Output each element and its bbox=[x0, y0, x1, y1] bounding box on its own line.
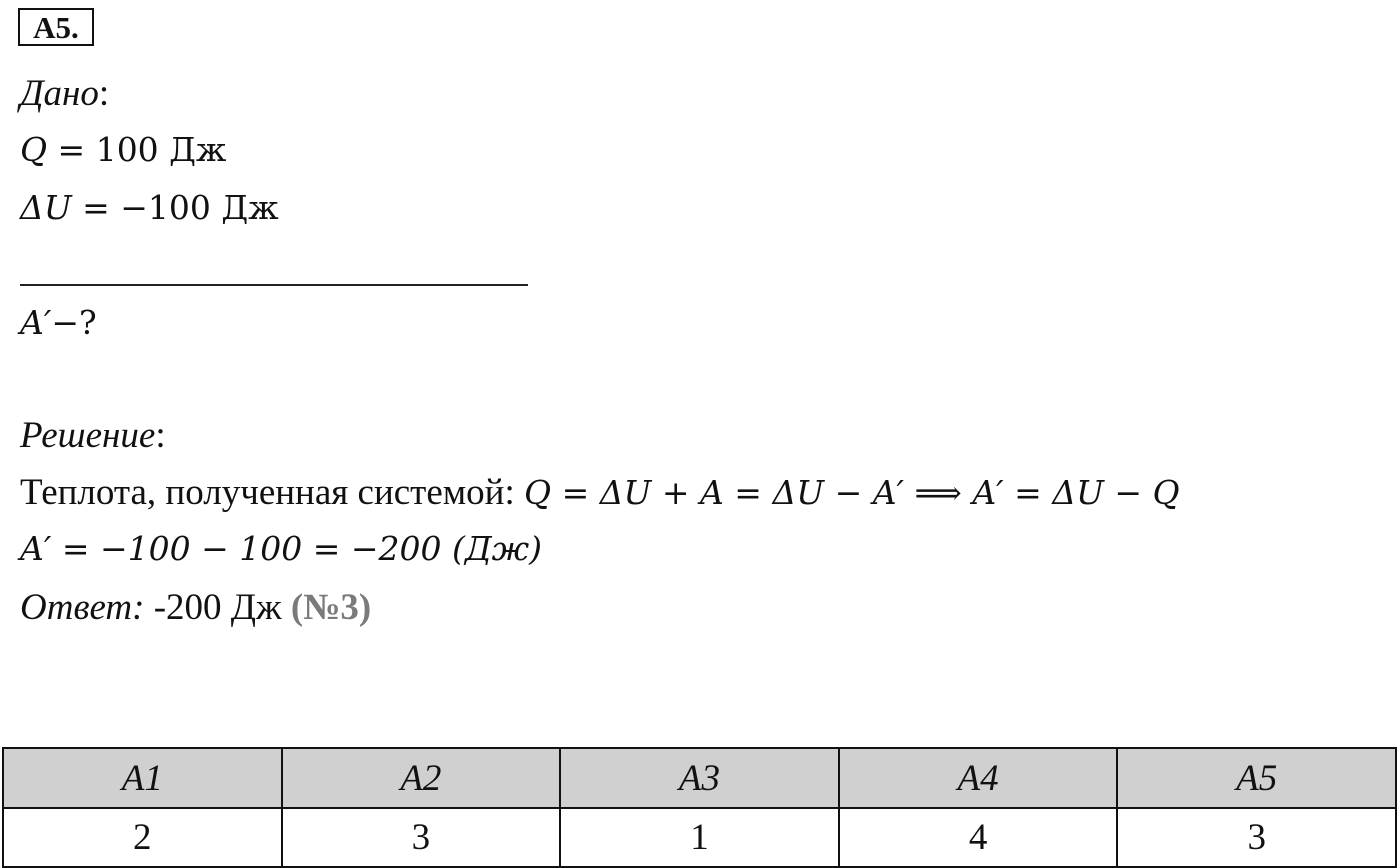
answers-value-cell: 4 bbox=[839, 808, 1118, 867]
answer-choice: (№3) bbox=[290, 587, 372, 628]
solution-colon: : bbox=[155, 415, 166, 456]
answers-value-cell: 1 bbox=[560, 808, 839, 867]
find-question: −? bbox=[51, 303, 97, 342]
given-du-line bbox=[20, 188, 279, 227]
answers-header-cell: A5 bbox=[1117, 748, 1396, 808]
problem-number-label: A5. bbox=[18, 8, 94, 46]
answers-value-row bbox=[3, 808, 1396, 867]
given-colon: : bbox=[98, 73, 110, 114]
given-du-value: = −100 Дж bbox=[71, 188, 279, 227]
given-heading-line bbox=[20, 75, 109, 112]
find-variable: A′ bbox=[20, 303, 52, 342]
given-q-line bbox=[20, 130, 227, 169]
answers-header-cell: A4 bbox=[839, 748, 1118, 808]
answers-header-row bbox=[3, 748, 1396, 808]
answers-table bbox=[2, 747, 1397, 868]
solution-formula-line bbox=[20, 474, 1180, 511]
solution-formula: Q = ΔU + A = ΔU − A′ ⟹ A′ = ΔU − Q bbox=[524, 473, 1180, 512]
given-q-variable: Q bbox=[20, 130, 48, 169]
given-du-variable: ΔU bbox=[20, 188, 72, 227]
given-q-value: = 100 Дж bbox=[47, 130, 227, 169]
answers-value-cell: 3 bbox=[1117, 808, 1396, 867]
answers-value-cell: 3 bbox=[282, 808, 561, 867]
solution-calculation: A′ = −100 − 100 = −200 (Дж) bbox=[20, 529, 543, 568]
solution-text: Теплота, полученная системой: bbox=[20, 472, 525, 513]
find-line bbox=[20, 303, 97, 342]
given-heading: Дано bbox=[20, 73, 99, 114]
solution-heading: Решение bbox=[20, 415, 156, 456]
answers-value-cell: 2 bbox=[3, 808, 282, 867]
answers-header-cell: A1 bbox=[3, 748, 282, 808]
answer-value: -200 Дж bbox=[144, 587, 291, 628]
given-divider bbox=[20, 284, 528, 286]
answer-line bbox=[20, 589, 371, 626]
answers-header-cell: A3 bbox=[560, 748, 839, 808]
solution-heading-line bbox=[20, 417, 166, 454]
answer-heading: Ответ: bbox=[20, 587, 145, 628]
answers-header-cell: A2 bbox=[282, 748, 561, 808]
